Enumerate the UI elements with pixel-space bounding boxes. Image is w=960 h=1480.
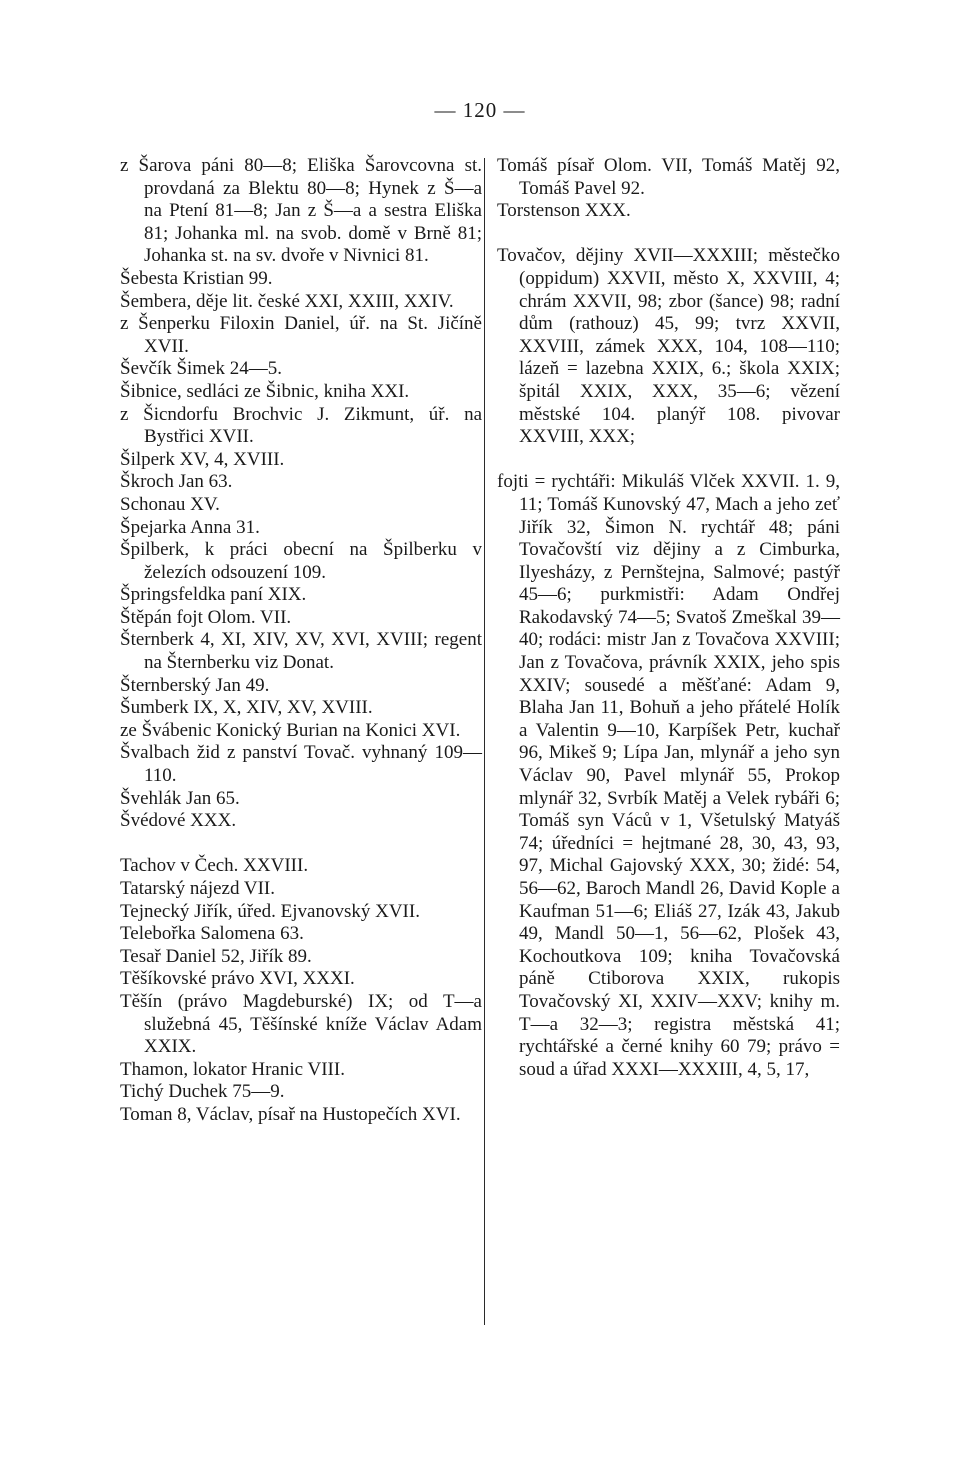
index-entry: Tovačov, dějiny XVII—XXXIII; městečko (oppidum) XXVII, město X, XXVIII, 4; chrám XXVII, 98; zbor (šance) 98; radní dům (rathouz) 45, 99; tvrz XXVII, XXVIII, zámek XXX, 104, 108—110; lázeň = lazebna XXIX, 6.; škola XXIX; špitál XXIX, XXX, 35—6; vězení městské 104. planýř 108. pivovar XXVIII, XXX; bbox=[497, 245, 840, 448]
index-entry: Škroch Jan 63. bbox=[120, 471, 233, 493]
index-entry: Šilperk XV, 4, XVIII. bbox=[120, 448, 285, 470]
index-entry: Šumberk IX, X, XIV, XV, XVIII. bbox=[120, 697, 373, 719]
index-entry: z Šicndorfu Brochvic J. Zikmunt, úř. na Bystřici XVII. bbox=[120, 403, 482, 448]
index-entry: Štěpán fojt Olom. VII. bbox=[120, 606, 292, 628]
index-entry: Švédové XXX. bbox=[120, 810, 237, 832]
page-number: — 120 — bbox=[434, 98, 526, 122]
index-entry: Těšíkovské právo XVI, XXXI. bbox=[120, 968, 355, 990]
index-entry: z Šenperku Filoxin Daniel, úř. na St. Jičíně XVII. bbox=[120, 313, 482, 357]
index-entry: Šternberk 4, XI, XIV, XV, XVI, XVIII; regent na Šternberku viz Donat. bbox=[120, 629, 482, 674]
index-entry: Šibnice, sedláci ze Šibnic, kniha XXI. bbox=[120, 380, 410, 402]
index-entry: Švalbach žid z panství Tovač. vyhnaný 109—110. bbox=[120, 742, 482, 787]
index-entry: Špilberk, k práci obecní na Špilberku v železích odsouzení 109. bbox=[120, 539, 482, 583]
index-entry: Špejarka Anna 31. bbox=[120, 516, 260, 538]
index-entry: Šembera, děje lit. české XXI, XXIII, XXIV. bbox=[120, 290, 454, 312]
index-entry: Tesař Daniel 52, Jiřík 89. bbox=[120, 945, 312, 967]
index-entry: Tomáš písař Olom. VII, Tomáš Matěj 92, Tomáš Pavel 92. bbox=[497, 155, 840, 199]
index-entry: Tichý Duchek 75—9. bbox=[120, 1081, 285, 1103]
index-entry: z Šarova páni 80—8; Eliška Šarovcovna st. provdaná za Blektu 80—8; Hynek z Š—a na Ptení 81—8; Jan z Š—a a sestra Eliška 81; Johanka ml. na svob. domě v Brně 81; Johanka st. na sv. dvoře v Nivnici 81. bbox=[120, 155, 482, 267]
index-entry: Tatarský nájezd VII. bbox=[120, 878, 276, 899]
left-column bbox=[120, 155, 482, 1127]
index-entry: Thamon, lokator Hranic VIII. bbox=[120, 1058, 345, 1080]
index-entry: Toman 8, Václav, písař na Hustopečích XVI. bbox=[120, 1103, 461, 1125]
index-entry: Ševčík Šimek 24—5. bbox=[120, 358, 283, 380]
index-entry: fojti = rychtáři: Mikuláš Vlček XXVII. 1. 9, 11; Tomáš Kunovský 47, Mach a jeho zeť Jiřík 32, Šimon N. rychtář 48; páni Tovačovští viz dějiny a z Cimburka, Ilyesházy, z Pernštejna, Salmové; pastýř 45—6; purkmistři: Adam Ondřej Rakodavský 74—5; Svatoš Zmeškal 39—40; rodáci: mistr Jan z Tovačova XXVIII; Jan z Tovačova, právník XXIX, jeho spis XXIV; sousedé a měšťané: Adam 9, Blaha Jan 11, Bohuň a jeho přátelé Holík a Valentin 9—10, Karpíšek Petr, kuchař 96, Mikeš 9; Lípa Jan, mlynář a jeho syn Václav 90, Pavel mlynář 55, Prokop mlynář 32, Svrbík Matěj a Velek rybáři 6; Tomáš syn Váců v 1, Všetulský Matyáš 74; úředníci = hejtmané 28, 30, 43, 93, 97, Michal Gajovský XXX, 30; židé: 54, 56—62, Baroch Mandl 26, David Kople a Kaufman 51—6; Eliáš 27, Izák 43, Jakub 49, Mandl 50—1, 56—62, Plošek 43, Kochoutkova 109; kniha Tovačovská páně Ctiborova XXIX, rukopis Tovačovský XI, XXIV—XXV; knihy m. T—a 32—3; registra městská 41; rychtářské a černé knihy 60 79; právo = soud a úřad XXXI—XXXIII, 4, 5, 17, bbox=[497, 471, 840, 1080]
column-divider bbox=[484, 158, 485, 1325]
index-entry: Tejnecký Jiřík, úřed. Ejvanovský XVII. bbox=[120, 900, 420, 922]
index-entry: ze Švábenic Konický Burian na Konici XVI. bbox=[120, 719, 461, 741]
index-entry: Těšín (právo Magdeburské) IX; od T—a služebná 45, Těšínské kníže Václav Adam XXIX. bbox=[120, 990, 482, 1058]
index-entry: Schonau XV. bbox=[120, 493, 220, 515]
index-entry: Šebesta Kristian 99. bbox=[120, 267, 273, 289]
index-entry: Torstenson XXX. bbox=[497, 200, 631, 222]
index-entry: Tachov v Čech. XXVIII. bbox=[120, 855, 309, 877]
index-entry: Špringsfeldka paní XIX. bbox=[120, 584, 307, 606]
index-entry: Telebořka Salomena 63. bbox=[120, 923, 304, 945]
index-entry: Švehlák Jan 65. bbox=[120, 787, 240, 809]
right-column bbox=[497, 155, 840, 1081]
index-entry: Šternberský Jan 49. bbox=[120, 674, 270, 696]
